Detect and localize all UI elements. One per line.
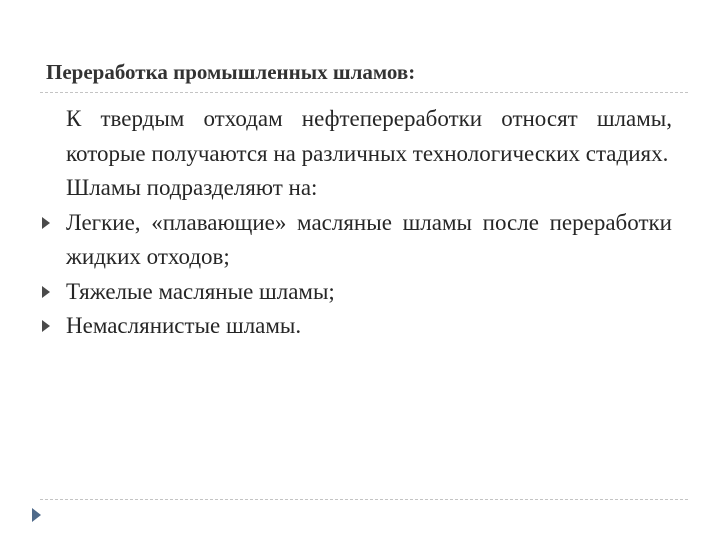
bullet-text: Немаслянистые шламы. [66, 313, 302, 338]
bullet-text: Тяжелые масляные шламы; [66, 278, 335, 304]
paragraph-text: К твердым отходам нефтепереработки относят шламы, которые получаются на различных технологических стадиях. [66, 106, 672, 166]
bullet-item-light-sludge [40, 206, 672, 275]
body-paragraph-intro [40, 102, 672, 171]
triangle-right-icon [42, 286, 50, 298]
paragraph-text: Шламы подразделяют на: [66, 175, 318, 200]
triangle-right-icon [42, 217, 50, 229]
triangle-right-icon [32, 508, 41, 522]
slide-title: Переработка промышленных шламов: [46, 60, 416, 84]
triangle-right-icon [42, 320, 50, 332]
bullet-item-heavy-sludge [40, 275, 672, 310]
bullet-item-non-oily-sludge [40, 309, 672, 344]
bullet-text: Легкие, «плавающие» масляные шламы после переработки жидких отходов; [66, 209, 672, 269]
body-paragraph-subheading [40, 171, 672, 206]
footer-divider [40, 499, 688, 500]
title-divider [40, 92, 688, 93]
slide-body [40, 102, 672, 344]
